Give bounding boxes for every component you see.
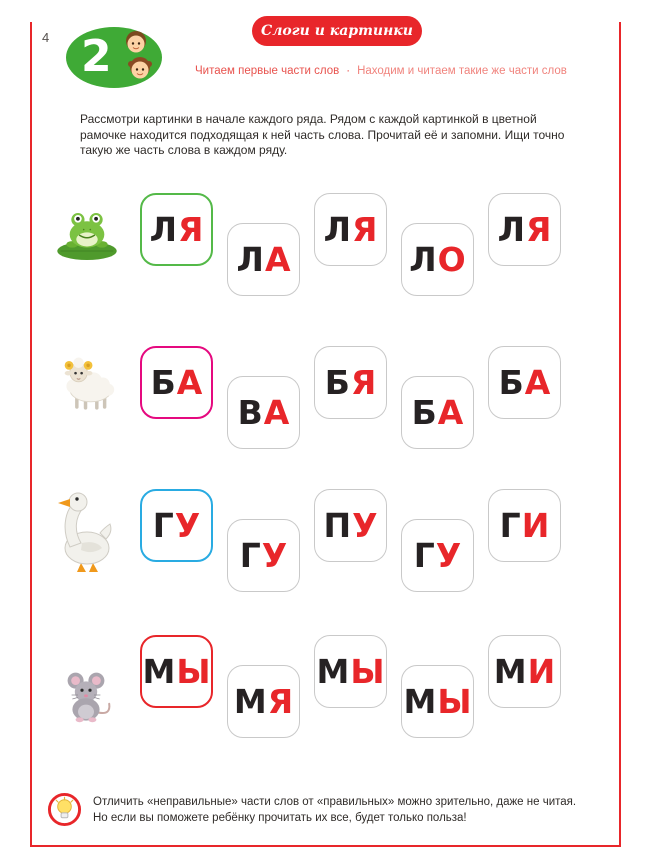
syllable-letter-first: Г <box>152 506 174 545</box>
syllable-card <box>401 376 474 449</box>
row-frog <box>52 193 597 328</box>
syllable-card <box>314 346 387 419</box>
syllable-letter-second: Я <box>267 682 294 721</box>
syllable-cards <box>140 635 570 745</box>
syllable-letter-second: И <box>521 506 550 545</box>
syllable-cards <box>140 346 570 456</box>
syllable-card <box>227 376 300 449</box>
syllable-card <box>488 346 561 419</box>
syllable-letter-first: М <box>142 652 176 691</box>
syllable-card <box>488 489 561 562</box>
page-border-left <box>30 22 32 847</box>
row-goose <box>52 489 597 624</box>
goose-icon <box>54 485 114 577</box>
syllable-letter-second: У <box>435 536 462 575</box>
frog-icon <box>54 199 120 265</box>
syllable-letter-first: М <box>233 682 267 721</box>
syllable-letter-first: М <box>493 652 527 691</box>
chapter-title: Слоги и картинки <box>261 23 413 39</box>
syllable-letter-first: Б <box>324 363 350 402</box>
lesson-number: 2 <box>81 31 112 82</box>
syllable-card <box>314 635 387 708</box>
syllable-letter-second: А <box>437 393 464 432</box>
syllable-letter-second: У <box>261 536 288 575</box>
syllable-letter-second: Я <box>350 363 377 402</box>
syllable-letter-second: Ы <box>176 652 211 691</box>
lesson-subtitle <box>195 65 567 77</box>
syllable-letter-second: Я <box>526 210 552 249</box>
page-border-bottom <box>30 845 621 847</box>
syllable-letter-first: В <box>237 393 263 432</box>
syllable-letter-second: Ы <box>437 682 472 721</box>
subtitle-left: Читаем первые части слов <box>195 65 340 77</box>
syllable-card <box>314 489 387 562</box>
syllable-letter-first: Г <box>413 536 435 575</box>
syllable-letter-second: И <box>527 652 556 691</box>
syllable-letter-first: Л <box>409 240 437 279</box>
syllable-letter-first: Л <box>236 240 264 279</box>
syllable-card-key <box>140 193 213 266</box>
subtitle-separator: · <box>346 65 351 77</box>
syllable-card-key <box>140 635 213 708</box>
row-mouse <box>52 635 597 770</box>
footer-note-line2: Но если вы поможете ребёнку прочитать их все, будет только польза! <box>93 812 467 824</box>
syllable-card <box>488 635 561 708</box>
syllable-letter-second: А <box>264 240 291 279</box>
syllable-letter-first: П <box>323 506 352 545</box>
instruction-text: Рассмотри картинки в начале каждого ряда. Рядом с каждой картинкой в цветной рамочке находится подходящая к ней часть слова. Прочитай её и запомни. Ищи точно такую же часть слова в каждом ряду. <box>80 112 565 157</box>
footer-note <box>93 794 598 826</box>
syllable-cards <box>140 489 570 599</box>
children-faces-icon <box>104 27 164 87</box>
syllable-letter-second: Я <box>178 210 204 249</box>
page-border-right <box>619 22 621 847</box>
syllable-letter-first: Л <box>323 210 351 249</box>
syllable-letter-first: Б <box>498 363 524 402</box>
page-number: 4 <box>42 30 50 45</box>
syllable-letter-first: Л <box>497 210 525 249</box>
syllable-card <box>401 223 474 296</box>
syllable-card-key <box>140 489 213 562</box>
chapter-banner <box>252 16 422 46</box>
syllable-letter-second: У <box>352 506 378 545</box>
syllable-letter-first: М <box>316 652 350 691</box>
syllable-letter-first: М <box>403 682 437 721</box>
syllable-card <box>401 519 474 592</box>
syllable-card <box>488 193 561 266</box>
lightbulb-icon <box>47 792 82 827</box>
lesson-badge <box>66 27 162 88</box>
syllable-letter-second: А <box>524 363 551 402</box>
syllable-letter-first: Л <box>149 210 177 249</box>
syllable-card <box>227 223 300 296</box>
sheep-icon <box>54 348 124 414</box>
syllable-letter-second: У <box>174 506 201 545</box>
syllable-card-key <box>140 346 213 419</box>
syllable-letter-second: А <box>176 363 203 402</box>
syllable-letter-second: О <box>437 240 466 279</box>
syllable-card <box>227 519 300 592</box>
syllable-card <box>227 665 300 738</box>
syllable-letter-first: Г <box>499 506 521 545</box>
syllable-letter-first: Г <box>239 536 261 575</box>
syllable-letter-second: Ы <box>350 652 385 691</box>
syllable-card <box>401 665 474 738</box>
syllable-card <box>314 193 387 266</box>
subtitle-right: Находим и читаем такие же части слов <box>357 65 567 77</box>
syllable-cards <box>140 193 570 303</box>
mouse-icon <box>54 657 118 733</box>
footer-note-line1: Отличить «неправильные» части слов от «правильных» можно зрительно, даже не читая. <box>93 796 577 808</box>
syllable-letter-second: А <box>263 393 290 432</box>
syllable-letter-second: Я <box>352 210 378 249</box>
syllable-letter-first: Б <box>411 393 437 432</box>
syllable-letter-first: Б <box>150 363 176 402</box>
row-sheep <box>52 346 597 481</box>
